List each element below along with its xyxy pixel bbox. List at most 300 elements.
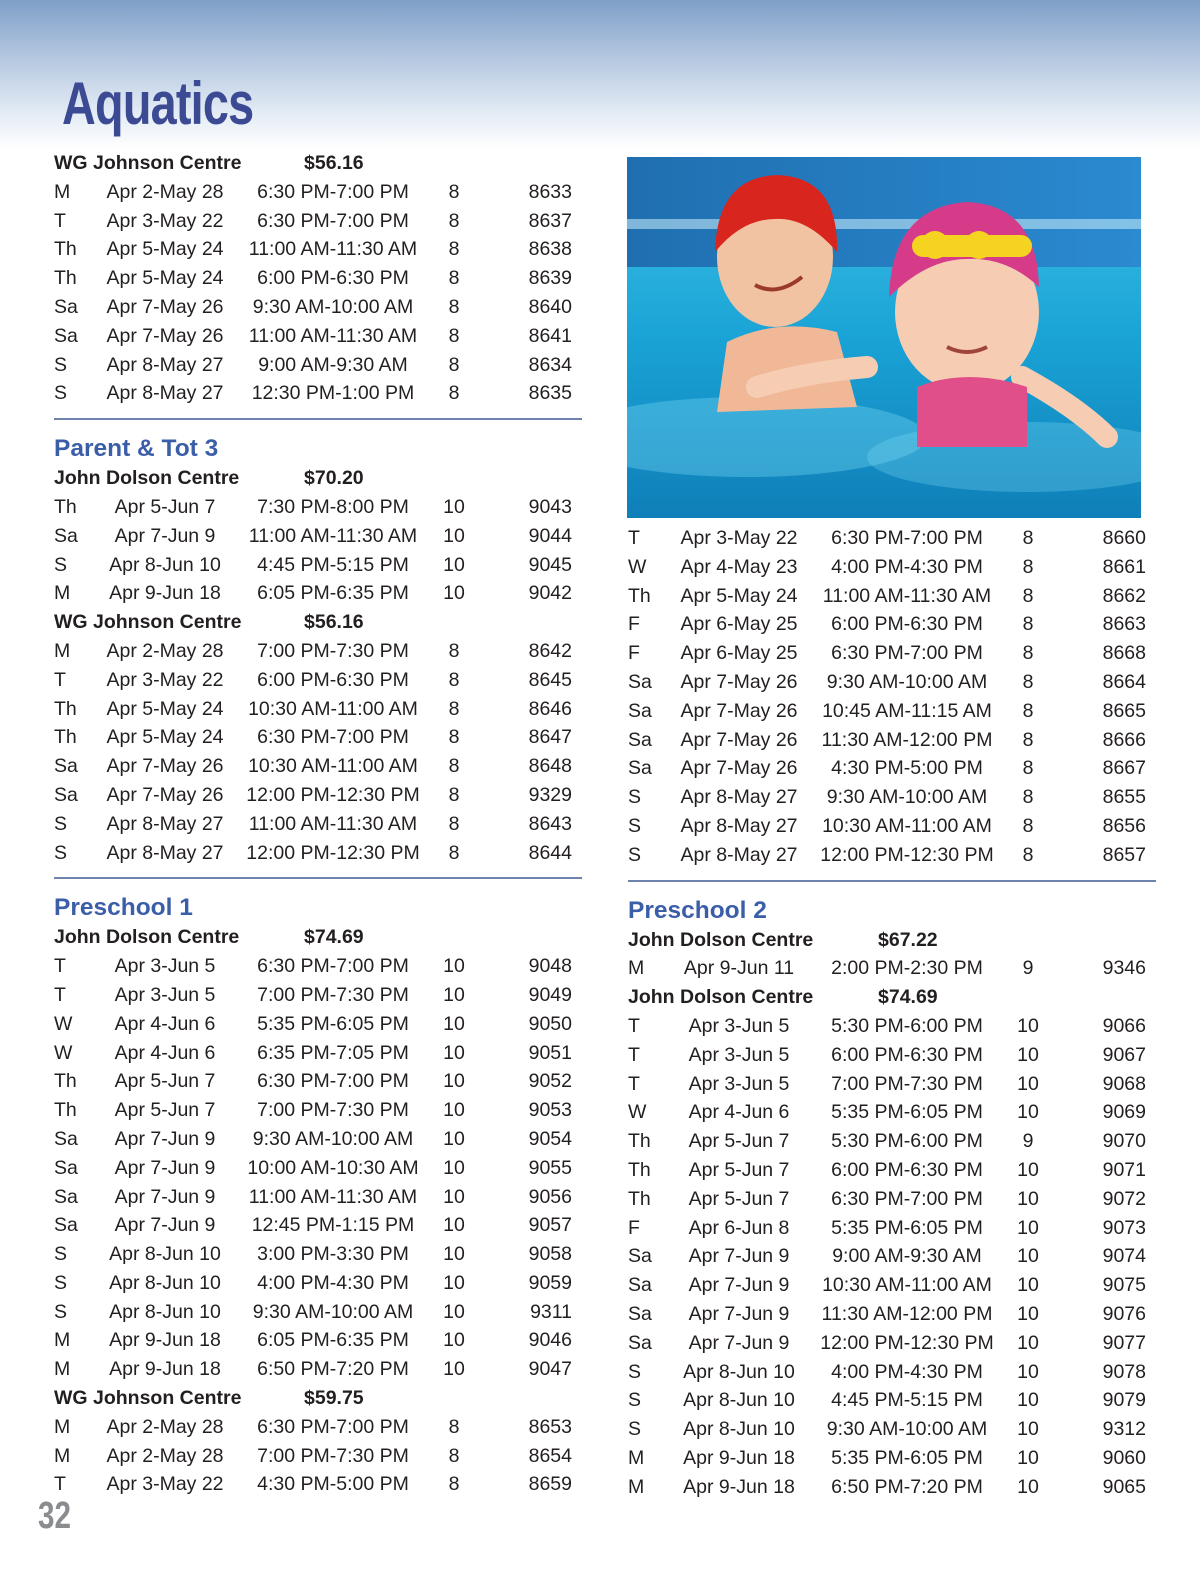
class-sessions: 8 — [448, 841, 460, 864]
class-sessions: 9 — [1022, 1130, 1034, 1153]
class-dates: Apr 7-May 26 — [106, 755, 224, 778]
table-row — [54, 1298, 582, 1327]
class-time: 6:30 PM-7:00 PM — [257, 726, 409, 749]
table-row — [628, 1329, 1156, 1358]
class-sessions: 10 — [443, 1358, 465, 1381]
section-title-preschool-1: Preschool 1 — [54, 894, 193, 922]
class-day: Sa — [54, 1156, 78, 1179]
class-sessions: 8 — [448, 295, 460, 318]
location-name: WG Johnson Centre — [54, 152, 242, 174]
class-day: Sa — [628, 1245, 652, 1268]
location-header — [54, 149, 582, 178]
table-row — [628, 1214, 1156, 1243]
class-sessions: 10 — [443, 955, 465, 978]
class-day: M — [628, 1475, 645, 1498]
class-sessions: 10 — [443, 1156, 465, 1179]
class-time: 5:35 PM-6:05 PM — [831, 1216, 983, 1239]
class-dates: Apr 7-Jun 9 — [688, 1274, 790, 1297]
class-dates: Apr 4-Jun 6 — [688, 1101, 790, 1124]
class-code: 8664 — [1102, 670, 1146, 693]
class-day: Th — [628, 1187, 651, 1210]
class-time: 7:00 PM-7:30 PM — [257, 983, 409, 1006]
class-time: 6:30 PM-7:00 PM — [257, 955, 409, 978]
schedule-table — [628, 954, 1156, 983]
class-code: 9070 — [1102, 1130, 1146, 1153]
class-sessions: 10 — [443, 1041, 465, 1064]
class-sessions: 10 — [443, 553, 465, 576]
schedule-table — [628, 524, 1156, 870]
class-dates: Apr 5-May 24 — [106, 267, 224, 290]
class-sessions: 8 — [448, 668, 460, 691]
class-sessions: 10 — [1017, 1331, 1039, 1354]
class-time: 12:45 PM-1:15 PM — [251, 1214, 415, 1237]
class-day: W — [54, 1041, 73, 1064]
class-day: F — [628, 1216, 640, 1239]
table-row — [628, 639, 1156, 668]
class-sessions: 8 — [1022, 527, 1034, 549]
class-time: 9:30 AM-10:00 AM — [826, 1418, 988, 1441]
table-row — [54, 1413, 582, 1442]
class-dates: Apr 7-Jun 9 — [114, 524, 216, 547]
class-code: 9072 — [1102, 1187, 1146, 1210]
class-code: 9044 — [528, 524, 572, 547]
class-day: S — [54, 841, 68, 864]
location-price: $59.75 — [304, 1387, 364, 1410]
class-time: 9:30 AM-10:00 AM — [826, 786, 988, 809]
class-sessions: 10 — [443, 1127, 465, 1150]
class-sessions: 10 — [443, 983, 465, 1006]
class-time: 11:00 AM-11:30 AM — [248, 812, 418, 835]
class-day: M — [54, 1444, 71, 1467]
class-day: Th — [628, 1158, 651, 1181]
class-day: T — [54, 1473, 66, 1496]
table-row — [54, 379, 582, 408]
class-dates: Apr 9-Jun 18 — [109, 582, 221, 605]
class-code: 8667 — [1102, 757, 1146, 780]
class-time: 11:00 AM-11:30 AM — [248, 1185, 418, 1208]
class-dates: Apr 8-Jun 10 — [109, 1243, 221, 1266]
class-time: 12:00 PM-12:30 PM — [246, 841, 420, 864]
class-time: 6:00 PM-6:30 PM — [257, 267, 409, 290]
class-code: 8661 — [1102, 555, 1146, 578]
class-dates: Apr 8-May 27 — [680, 843, 798, 866]
class-sessions: 10 — [443, 1271, 465, 1294]
class-dates: Apr 5-Jun 7 — [688, 1187, 790, 1210]
class-sessions: 10 — [443, 1214, 465, 1237]
table-row — [54, 781, 582, 810]
class-code: 9045 — [528, 553, 572, 576]
class-time: 7:00 PM-7:30 PM — [257, 639, 409, 662]
table-row — [54, 178, 582, 207]
class-sessions: 10 — [443, 1185, 465, 1208]
class-dates: Apr 8-May 27 — [680, 814, 798, 837]
class-code: 8645 — [528, 668, 572, 691]
class-sessions: 10 — [443, 1099, 465, 1122]
class-dates: Apr 7-Jun 9 — [688, 1331, 790, 1354]
class-time: 6:00 PM-6:30 PM — [831, 613, 983, 636]
page-number: 32 — [38, 1495, 71, 1537]
class-day: S — [628, 1360, 642, 1383]
table-row — [54, 723, 582, 752]
schedule-table — [54, 952, 582, 1384]
class-day: M — [54, 180, 71, 203]
class-day: M — [54, 582, 71, 605]
class-day: S — [54, 382, 68, 405]
class-time: 6:30 PM-7:00 PM — [257, 1070, 409, 1093]
class-time: 6:30 PM-7:00 PM — [257, 180, 409, 203]
table-row — [628, 1271, 1156, 1300]
class-day: T — [628, 1072, 640, 1095]
class-sessions: 10 — [443, 582, 465, 605]
class-day: Th — [54, 1070, 77, 1093]
location-name: John Dolson Centre — [628, 986, 814, 1009]
class-code: 8660 — [1102, 527, 1146, 549]
class-day: W — [54, 1012, 73, 1035]
class-time: 7:00 PM-7:30 PM — [257, 1099, 409, 1122]
class-code: 9047 — [528, 1358, 572, 1381]
class-code: 9059 — [528, 1271, 572, 1294]
class-time: 11:00 AM-11:30 AM — [248, 524, 418, 547]
section-divider — [54, 877, 582, 879]
class-day: Sa — [628, 757, 652, 780]
table-row — [54, 839, 582, 868]
class-sessions: 10 — [1017, 1446, 1039, 1469]
table-row — [54, 1240, 582, 1269]
class-code: 9329 — [528, 783, 572, 806]
class-dates: Apr 5-Jun 7 — [688, 1130, 790, 1153]
location-name: WG Johnson Centre — [54, 1387, 242, 1410]
class-dates: Apr 8-Jun 10 — [683, 1360, 795, 1383]
table-row — [628, 726, 1156, 755]
class-sessions: 10 — [443, 1329, 465, 1352]
class-code: 9076 — [1102, 1302, 1146, 1325]
class-dates: Apr 2-May 28 — [106, 180, 224, 203]
class-dates: Apr 3-Jun 5 — [688, 1014, 790, 1037]
class-day: Sa — [628, 1274, 652, 1297]
table-row — [54, 551, 582, 580]
class-dates: Apr 5-Jun 7 — [688, 1158, 790, 1181]
class-time: 6:50 PM-7:20 PM — [257, 1358, 409, 1381]
class-dates: Apr 6-Jun 8 — [688, 1216, 790, 1239]
class-time: 11:00 AM-11:30 AM — [822, 584, 992, 607]
class-time: 12:00 PM-12:30 PM — [246, 783, 420, 806]
table-row — [628, 1127, 1156, 1156]
class-time: 9:00 AM-9:30 AM — [832, 1245, 982, 1268]
class-dates: Apr 8-Jun 10 — [109, 553, 221, 576]
class-day: S — [628, 786, 642, 809]
class-dates: Apr 7-May 26 — [106, 295, 224, 318]
schedule-table — [54, 178, 582, 408]
class-sessions: 8 — [448, 267, 460, 290]
class-time: 5:35 PM-6:05 PM — [831, 1446, 983, 1469]
class-day: T — [54, 983, 66, 1006]
class-code: 9046 — [528, 1329, 572, 1352]
table-row — [628, 1444, 1156, 1473]
left-column — [54, 149, 582, 1499]
class-time: 5:35 PM-6:05 PM — [257, 1012, 409, 1035]
class-sessions: 8 — [448, 812, 460, 835]
location-header — [628, 926, 1156, 955]
location-price: $74.69 — [304, 926, 364, 949]
class-code: 8647 — [528, 726, 572, 749]
class-sessions: 8 — [1022, 814, 1034, 837]
schedule-table — [54, 493, 582, 608]
class-day: M — [628, 957, 645, 980]
class-day: Sa — [628, 1331, 652, 1354]
class-code: 8663 — [1102, 613, 1146, 636]
class-dates: Apr 3-May 22 — [106, 668, 224, 691]
class-sessions: 10 — [1017, 1389, 1039, 1412]
class-time: 6:05 PM-6:35 PM — [257, 582, 409, 605]
class-day: M — [54, 639, 71, 662]
table-row — [54, 1183, 582, 1212]
class-day: Sa — [54, 524, 78, 547]
class-code: 9074 — [1102, 1245, 1146, 1268]
class-dates: Apr 4-Jun 6 — [114, 1041, 216, 1064]
class-code: 9346 — [1102, 957, 1146, 980]
class-day: T — [54, 955, 66, 978]
section-title-parent-tot-3: Parent & Tot 3 — [54, 435, 219, 463]
location-price: $67.22 — [878, 928, 938, 951]
class-day: Sa — [628, 670, 652, 693]
class-dates: Apr 8-May 27 — [680, 786, 798, 809]
table-row — [54, 695, 582, 724]
table-row — [54, 235, 582, 264]
class-time: 6:00 PM-6:30 PM — [257, 668, 409, 691]
class-code: 9060 — [1102, 1446, 1146, 1469]
class-time: 9:30 AM-10:00 AM — [252, 1300, 414, 1323]
class-time: 9:30 AM-10:00 AM — [252, 295, 414, 318]
class-dates: Apr 9-Jun 18 — [683, 1446, 795, 1469]
class-day: M — [54, 1329, 71, 1352]
class-day: S — [628, 843, 642, 866]
class-sessions: 8 — [448, 1473, 460, 1496]
class-time: 6:30 PM-7:00 PM — [831, 1187, 983, 1210]
table-row — [54, 522, 582, 551]
class-time: 5:35 PM-6:05 PM — [831, 1101, 983, 1124]
class-time: 6:30 PM-7:00 PM — [831, 642, 983, 665]
class-sessions: 10 — [1017, 1158, 1039, 1181]
class-day: Th — [54, 726, 77, 749]
class-day: T — [54, 668, 66, 691]
class-code: 9077 — [1102, 1331, 1146, 1354]
class-sessions: 8 — [1022, 584, 1034, 607]
class-sessions: 8 — [1022, 670, 1034, 693]
class-dates: Apr 8-Jun 10 — [109, 1300, 221, 1323]
table-row — [628, 1358, 1156, 1387]
class-day: T — [628, 1014, 640, 1037]
class-time: 6:00 PM-6:30 PM — [831, 1158, 983, 1181]
table-row — [54, 637, 582, 666]
class-time: 9:30 AM-10:00 AM — [826, 670, 988, 693]
class-sessions: 8 — [448, 238, 460, 261]
class-sessions: 8 — [448, 755, 460, 778]
class-code: 9057 — [528, 1214, 572, 1237]
class-day: Sa — [54, 783, 78, 806]
class-time: 12:30 PM-1:00 PM — [251, 382, 415, 405]
class-dates: Apr 9-Jun 18 — [109, 1358, 221, 1381]
swimmers-photo-icon — [627, 157, 1141, 518]
class-day: Th — [54, 495, 77, 518]
location-price: $56.16 — [304, 611, 364, 634]
class-dates: Apr 7-Jun 9 — [688, 1245, 790, 1268]
class-sessions: 8 — [448, 639, 460, 662]
location-header — [54, 1384, 582, 1413]
class-day: Th — [628, 584, 651, 607]
class-day: Sa — [54, 1214, 78, 1237]
class-sessions: 8 — [1022, 642, 1034, 665]
class-code: 8655 — [1102, 786, 1146, 809]
class-sessions: 10 — [443, 495, 465, 518]
table-row — [628, 668, 1156, 697]
class-code: 9055 — [528, 1156, 572, 1179]
class-dates: Apr 7-May 26 — [680, 757, 798, 780]
class-code: 9075 — [1102, 1274, 1146, 1297]
class-dates: Apr 8-Jun 10 — [683, 1418, 795, 1441]
class-dates: Apr 5-Jun 7 — [114, 495, 216, 518]
class-day: Sa — [54, 755, 78, 778]
class-day: T — [628, 1043, 640, 1066]
class-day: W — [628, 1101, 647, 1124]
class-sessions: 10 — [1017, 1360, 1039, 1383]
class-day: S — [54, 1271, 68, 1294]
location-name: WG Johnson Centre — [54, 611, 242, 634]
class-day: Th — [54, 1099, 77, 1122]
table-row — [54, 810, 582, 839]
class-sessions: 8 — [1022, 757, 1034, 780]
location-price: $56.16 — [304, 152, 364, 174]
class-sessions: 10 — [1017, 1101, 1039, 1124]
class-code: 9311 — [530, 1300, 572, 1323]
table-row — [628, 783, 1156, 812]
table-row — [54, 1326, 582, 1355]
class-code: 9067 — [1102, 1043, 1146, 1066]
class-sessions: 10 — [1017, 1475, 1039, 1498]
class-time: 7:30 PM-8:00 PM — [257, 495, 409, 518]
table-row — [628, 1156, 1156, 1185]
table-row — [54, 1154, 582, 1183]
class-dates: Apr 2-May 28 — [106, 1444, 224, 1467]
class-dates: Apr 5-May 24 — [106, 238, 224, 261]
location-header — [54, 608, 582, 637]
class-time: 7:00 PM-7:30 PM — [831, 1072, 983, 1095]
class-sessions: 8 — [1022, 613, 1034, 636]
table-row — [628, 812, 1156, 841]
class-code: 9073 — [1102, 1216, 1146, 1239]
class-time: 9:30 AM-10:00 AM — [252, 1127, 414, 1150]
class-time: 6:50 PM-7:20 PM — [831, 1475, 983, 1498]
class-sessions: 10 — [1017, 1216, 1039, 1239]
class-dates: Apr 9-Jun 18 — [683, 1475, 795, 1498]
class-time: 2:00 PM-2:30 PM — [831, 957, 983, 980]
class-dates: Apr 5-Jun 7 — [114, 1099, 216, 1122]
class-code: 8648 — [528, 755, 572, 778]
table-row — [628, 1070, 1156, 1099]
class-time: 11:00 AM-11:30 AM — [248, 324, 418, 347]
class-dates: Apr 8-May 27 — [106, 353, 224, 376]
class-sessions: 10 — [1017, 1245, 1039, 1268]
class-day: M — [54, 1415, 71, 1438]
class-dates: Apr 8-May 27 — [106, 841, 224, 864]
table-row — [628, 1415, 1156, 1444]
class-day: Sa — [54, 295, 78, 318]
location-name: John Dolson Centre — [628, 928, 814, 951]
class-code: 9078 — [1102, 1360, 1146, 1383]
class-day: W — [628, 555, 647, 578]
class-time: 4:00 PM-4:30 PM — [831, 1360, 983, 1383]
class-time: 11:30 AM-12:00 PM — [821, 1302, 993, 1325]
class-dates: Apr 3-May 22 — [106, 209, 224, 232]
table-row — [54, 207, 582, 236]
class-time: 12:00 PM-12:30 PM — [820, 843, 994, 866]
class-code: 9052 — [528, 1070, 572, 1093]
class-dates: Apr 5-May 24 — [680, 584, 798, 607]
location-header — [54, 464, 582, 493]
class-time: 10:00 AM-10:30 AM — [247, 1156, 419, 1179]
class-dates: Apr 7-Jun 9 — [114, 1127, 216, 1150]
location-header — [54, 923, 582, 952]
class-day: M — [628, 1446, 645, 1469]
class-sessions: 10 — [443, 1300, 465, 1323]
table-row — [54, 293, 582, 322]
class-code: 8635 — [528, 382, 572, 405]
class-day: T — [628, 527, 640, 549]
table-row — [54, 579, 582, 608]
class-time: 4:00 PM-4:30 PM — [831, 555, 983, 578]
class-dates: Apr 7-May 26 — [680, 728, 798, 751]
class-code: 9065 — [1102, 1475, 1146, 1498]
class-day: S — [54, 353, 68, 376]
table-row — [628, 697, 1156, 726]
class-day: Sa — [54, 324, 78, 347]
location-price: $70.20 — [304, 467, 364, 490]
class-sessions: 8 — [1022, 786, 1034, 809]
class-day: S — [54, 1300, 68, 1323]
class-day: S — [628, 1389, 642, 1412]
class-time: 10:45 AM-11:15 AM — [822, 699, 992, 722]
class-day: S — [54, 1243, 68, 1266]
class-dates: Apr 7-May 26 — [680, 699, 798, 722]
class-time: 5:30 PM-6:00 PM — [831, 1014, 983, 1037]
class-dates: Apr 2-May 28 — [106, 1415, 224, 1438]
class-time: 11:00 AM-11:30 AM — [248, 238, 418, 261]
class-code: 8641 — [528, 324, 572, 347]
location-name: John Dolson Centre — [54, 467, 240, 490]
table-row — [54, 952, 582, 981]
class-code: 9053 — [528, 1099, 572, 1122]
class-dates: Apr 7-Jun 9 — [688, 1302, 790, 1325]
class-dates: Apr 7-Jun 9 — [114, 1214, 216, 1237]
table-row — [54, 1067, 582, 1096]
class-code: 8653 — [528, 1415, 572, 1438]
class-time: 6:05 PM-6:35 PM — [257, 1329, 409, 1352]
section-divider — [628, 880, 1156, 882]
table-row — [54, 752, 582, 781]
class-day: S — [54, 812, 68, 835]
class-code: 8637 — [528, 209, 572, 232]
class-sessions: 10 — [1017, 1072, 1039, 1095]
class-dates: Apr 8-May 27 — [106, 812, 224, 835]
table-row — [628, 1300, 1156, 1329]
class-dates: Apr 7-Jun 9 — [114, 1185, 216, 1208]
section-title-preschool-2: Preschool 2 — [628, 896, 767, 924]
class-code: 8657 — [1102, 843, 1146, 866]
class-sessions: 8 — [1022, 843, 1034, 866]
class-day: F — [628, 613, 640, 636]
table-row — [628, 1185, 1156, 1214]
class-sessions: 10 — [443, 1243, 465, 1266]
table-row — [54, 1355, 582, 1384]
